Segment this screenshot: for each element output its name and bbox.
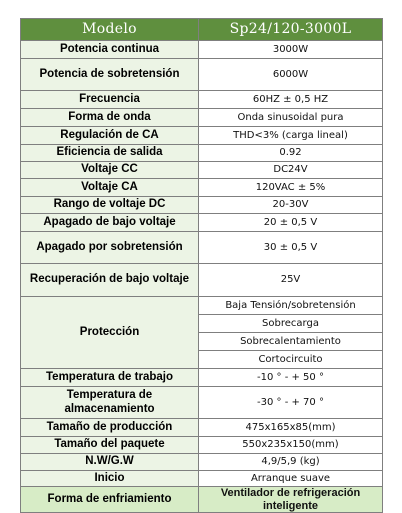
protection-label: Protección: [21, 297, 199, 369]
spec-value: Arranque suave: [199, 471, 383, 487]
spec-row: [21, 264, 383, 297]
spec-label: Potencia continua: [21, 41, 199, 59]
spec-label: Eficiencia de salida: [21, 145, 199, 162]
protection-value: Baja Tensión/sobretensión: [199, 297, 383, 315]
spec-row: [21, 387, 383, 419]
spec-value: -30 ° - + 70 °: [199, 387, 383, 419]
spec-label: Temperatura de trabajo: [21, 369, 199, 387]
spec-row: [21, 454, 383, 471]
spec-label: Voltaje CA: [21, 179, 199, 197]
spec-label: Apagado de bajo voltaje: [21, 214, 199, 232]
spec-row: [21, 471, 383, 487]
spec-value: 60HZ ± 0,5 HZ: [199, 91, 383, 109]
header-model-label: Modelo: [21, 19, 199, 41]
spec-value: -10 ° - + 50 °: [199, 369, 383, 387]
spec-label: Tamaño del paquete: [21, 437, 199, 454]
spec-label: Frecuencia: [21, 91, 199, 109]
header-model-value: Sp24/120-3000L: [199, 19, 383, 41]
spec-value: Ventilador de refrigeración inteligente: [199, 487, 383, 513]
spec-label: Regulación de CA: [21, 127, 199, 145]
spec-row: [21, 419, 383, 437]
spec-value: 120VAC ± 5%: [199, 179, 383, 197]
spec-value: 0.92: [199, 145, 383, 162]
spec-row: [21, 214, 383, 232]
spec-label: Apagado por sobretensión: [21, 232, 199, 264]
spec-value: 30 ± 0,5 V: [199, 232, 383, 264]
spec-value: 3000W: [199, 41, 383, 59]
spec-row: [21, 109, 383, 127]
spec-value: 20-30V: [199, 197, 383, 214]
header-row: [21, 19, 383, 41]
spec-row: [21, 41, 383, 59]
spec-row: [21, 162, 383, 179]
spec-value: DC24V: [199, 162, 383, 179]
spec-label: Forma de onda: [21, 109, 199, 127]
spec-value: 20 ± 0,5 V: [199, 214, 383, 232]
spec-label: Recuperación de bajo voltaje: [21, 264, 199, 297]
spec-label: Forma de enfriamiento: [21, 487, 199, 513]
spec-label: Rango de voltaje DC: [21, 197, 199, 214]
spec-row: [21, 179, 383, 197]
spec-value: 475x165x85(mm): [199, 419, 383, 437]
spec-row: [21, 145, 383, 162]
spec-row: [21, 197, 383, 214]
spec-value: THD<3% (carga lineal): [199, 127, 383, 145]
spec-value: 6000W: [199, 59, 383, 91]
protection-value: Cortocircuito: [199, 351, 383, 369]
spec-row: [21, 59, 383, 91]
spec-label: Voltaje CC: [21, 162, 199, 179]
spec-row: [21, 437, 383, 454]
spec-value: 4,9/5,9 (kg): [199, 454, 383, 471]
spec-label: Temperatura de almacenamiento: [21, 387, 199, 419]
protection-value: Sobrecarga: [199, 315, 383, 333]
spec-label: N.W/G.W: [21, 454, 199, 471]
spec-row: [21, 232, 383, 264]
spec-table: [20, 18, 383, 513]
spec-value: 550x235x150(mm): [199, 437, 383, 454]
spec-row: [21, 91, 383, 109]
protection-row: [21, 297, 383, 315]
spec-value: Onda sinusoidal pura: [199, 109, 383, 127]
spec-label: Tamaño de producción: [21, 419, 199, 437]
spec-value: 25V: [199, 264, 383, 297]
protection-value: Sobrecalentamiento: [199, 333, 383, 351]
spec-label: Inicio: [21, 471, 199, 487]
spec-row: [21, 127, 383, 145]
spec-row: [21, 369, 383, 387]
spec-label: Potencia de sobretensión: [21, 59, 199, 91]
